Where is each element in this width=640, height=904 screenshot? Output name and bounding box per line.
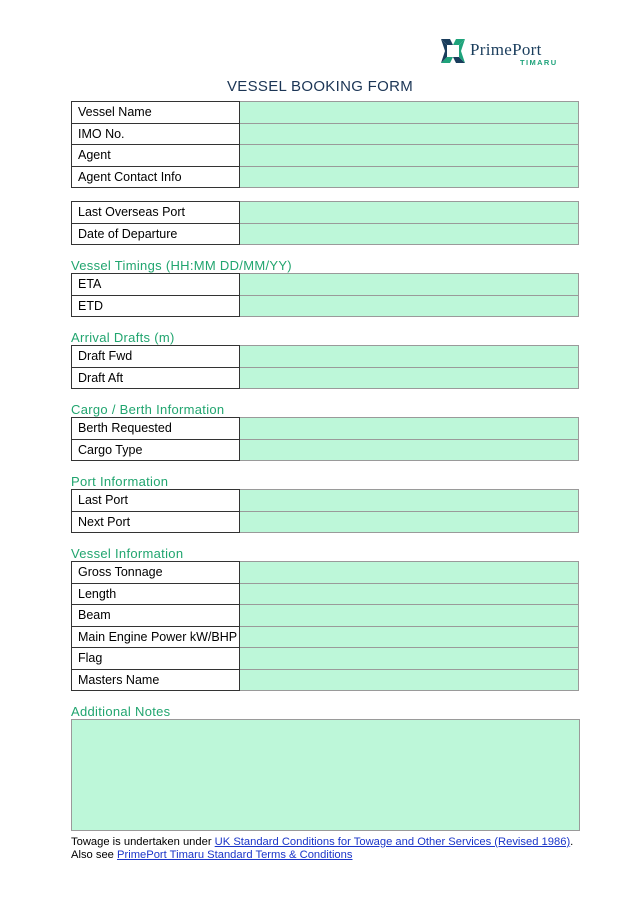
logo-subtitle: TIMARU bbox=[520, 58, 558, 67]
logo-brand-text: PrimePort bbox=[470, 40, 542, 59]
field-label: Draft Fwd bbox=[72, 346, 240, 368]
section-heading-drafts: Arrival Drafts (m) bbox=[71, 330, 175, 345]
table-row bbox=[72, 669, 579, 691]
additional-notes-field[interactable] bbox=[71, 719, 580, 831]
table-row bbox=[72, 439, 579, 461]
table-row bbox=[72, 346, 579, 368]
field-label: Masters Name bbox=[72, 669, 240, 691]
field-label: Flag bbox=[72, 648, 240, 670]
table-row bbox=[72, 223, 579, 245]
field-label: Vessel Name bbox=[72, 102, 240, 124]
field-label: Berth Requested bbox=[72, 418, 240, 440]
towage-conditions-link[interactable]: UK Standard Conditions for Towage and Other Services (Revised 1986) bbox=[214, 836, 571, 848]
field-label: Length bbox=[72, 583, 240, 605]
field-label: Gross Tonnage bbox=[72, 562, 240, 584]
engine-power-field[interactable] bbox=[240, 626, 579, 648]
field-label: Beam bbox=[72, 605, 240, 627]
cargo-type-field[interactable] bbox=[240, 439, 579, 461]
primeport-mark-icon bbox=[440, 38, 466, 64]
next-port-field[interactable] bbox=[240, 511, 579, 533]
timings-table bbox=[71, 273, 579, 317]
table-row bbox=[72, 367, 579, 389]
field-label: ETD bbox=[72, 295, 240, 317]
drafts-table bbox=[71, 345, 579, 389]
section-heading-timings: Vessel Timings (HH:MM DD/MM/YY) bbox=[71, 258, 292, 273]
field-label: Next Port bbox=[72, 511, 240, 533]
departure-details-table bbox=[71, 201, 579, 245]
table-row bbox=[72, 490, 579, 512]
field-label: IMO No. bbox=[72, 123, 240, 145]
vessel-details-table bbox=[71, 101, 579, 188]
vessel-name-field[interactable] bbox=[240, 102, 579, 124]
table-row bbox=[72, 418, 579, 440]
table-row bbox=[72, 102, 579, 124]
terms-conditions-link[interactable]: PrimePort Timaru Standard Terms & Conditions bbox=[117, 849, 353, 861]
table-row bbox=[72, 123, 579, 145]
beam-field[interactable] bbox=[240, 605, 579, 627]
field-label: Draft Aft bbox=[72, 367, 240, 389]
table-row bbox=[72, 274, 579, 296]
section-heading-notes: Additional Notes bbox=[71, 704, 171, 719]
agent-field[interactable] bbox=[240, 145, 579, 167]
table-row bbox=[72, 202, 579, 224]
port-table bbox=[71, 489, 579, 533]
form-title: VESSEL BOOKING FORM bbox=[226, 78, 413, 95]
last-port-field[interactable] bbox=[240, 490, 579, 512]
section-heading-vessel: Vessel Information bbox=[71, 546, 184, 561]
field-label: ETA bbox=[72, 274, 240, 296]
footer-line-2 bbox=[71, 849, 573, 862]
table-row bbox=[72, 295, 579, 317]
footer-prefix: Towage is undertaken under bbox=[71, 836, 215, 848]
etd-field[interactable] bbox=[240, 295, 579, 317]
field-label: Agent bbox=[72, 145, 240, 167]
flag-field[interactable] bbox=[240, 648, 579, 670]
field-label: Main Engine Power kW/BHP bbox=[72, 626, 240, 648]
table-row bbox=[72, 605, 579, 627]
eta-field[interactable] bbox=[240, 274, 579, 296]
table-row bbox=[72, 562, 579, 584]
length-field[interactable] bbox=[240, 583, 579, 605]
section-heading-port: Port Information bbox=[71, 474, 169, 489]
table-row bbox=[72, 145, 579, 167]
footer-text bbox=[71, 836, 573, 862]
table-row bbox=[72, 626, 579, 648]
cargo-table bbox=[71, 417, 579, 461]
field-label: Last Port bbox=[72, 490, 240, 512]
field-label: Agent Contact Info bbox=[72, 166, 240, 188]
last-overseas-port-field[interactable] bbox=[240, 202, 579, 224]
field-label: Last Overseas Port bbox=[72, 202, 240, 224]
gross-tonnage-field[interactable] bbox=[240, 562, 579, 584]
footer-line-1 bbox=[71, 836, 573, 849]
footer-prefix: Also see bbox=[71, 849, 118, 861]
draft-fwd-field[interactable] bbox=[240, 346, 579, 368]
section-heading-cargo: Cargo / Berth Information bbox=[71, 402, 225, 417]
date-of-departure-field[interactable] bbox=[240, 223, 579, 245]
masters-name-field[interactable] bbox=[240, 669, 579, 691]
footer-suffix: . bbox=[570, 836, 574, 848]
agent-contact-field[interactable] bbox=[240, 166, 579, 188]
table-row bbox=[72, 511, 579, 533]
draft-aft-field[interactable] bbox=[240, 367, 579, 389]
table-row bbox=[72, 166, 579, 188]
field-label: Date of Departure bbox=[72, 223, 240, 245]
vessel-info-table bbox=[71, 561, 579, 691]
table-row bbox=[72, 648, 579, 670]
berth-requested-field[interactable] bbox=[240, 418, 579, 440]
table-row bbox=[72, 583, 579, 605]
primeport-logo bbox=[440, 38, 570, 70]
field-label: Cargo Type bbox=[72, 439, 240, 461]
imo-number-field[interactable] bbox=[240, 123, 579, 145]
